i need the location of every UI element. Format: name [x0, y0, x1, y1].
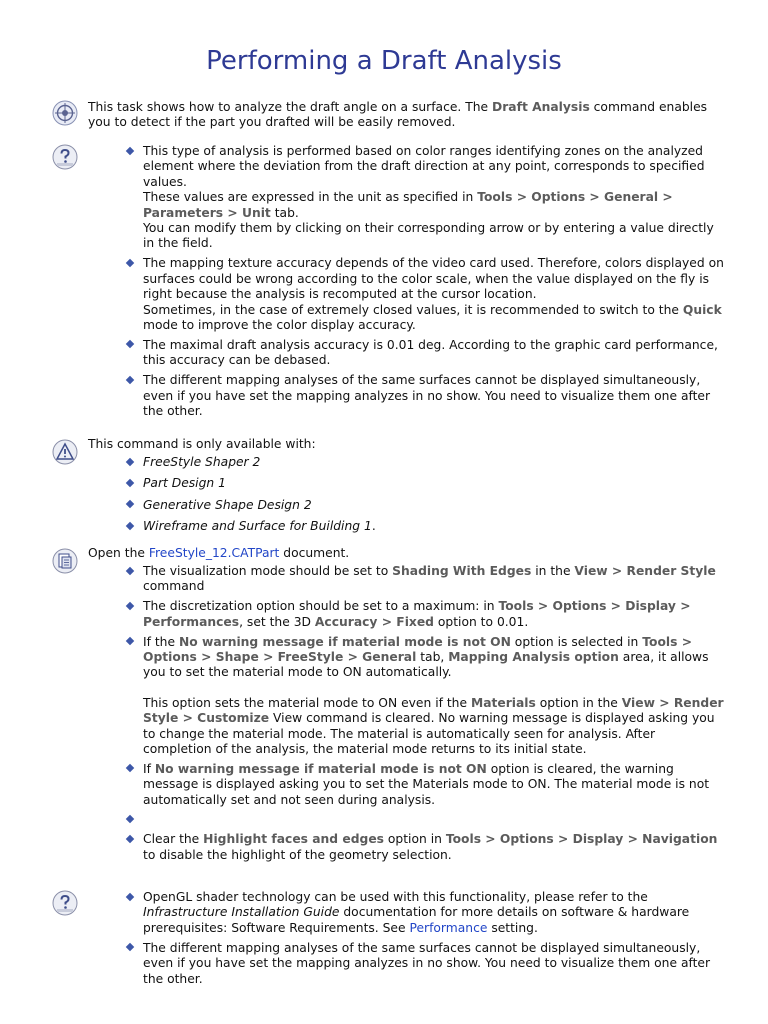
- product-name: FreeStyle Shaper 2: [143, 455, 261, 469]
- menu-path: View > Render Style: [574, 564, 716, 578]
- item-text: The different mapping analyses of the same surfaces cannot be displayed simultaneously, even if you have set the mapping analyzes in no show. You need to visualize them one after the other.: [143, 373, 711, 418]
- item-text: You can modify them by clicking on their corresponding arrow or by entering a value directly in the field.: [143, 221, 714, 251]
- term: Mapping Analysis option: [448, 650, 619, 665]
- item-text: documentation for more details on software & hardware prerequisites: Software Requirements. See: [143, 905, 690, 935]
- catpart-link[interactable]: FreeStyle_12.CATPart: [148, 546, 280, 560]
- item-text: option is cleared, the warning message is displayed asking you to set the Materials mode to ON. The material mode is not automatically set and not seen during analysis.: [143, 761, 710, 807]
- list-item: [125, 564, 725, 595]
- item-text: area, it allows you to set the material mode to ON automatically.: [143, 650, 709, 680]
- diamond-bullet-icon: [126, 500, 134, 508]
- product-name: Generative Shape Design 2: [143, 497, 312, 512]
- item-text: The maximal draft analysis accuracy is 0.01 deg. According to the graphic card performance, this accuracy can be debased.: [143, 337, 718, 368]
- item-text: If: [143, 761, 155, 776]
- list-item: [125, 941, 725, 987]
- diamond-bullet-icon: [126, 521, 134, 529]
- item-text: The different mapping analyses of the same surfaces cannot be displayed simultaneously, even if you have set the mapping analyzes in no show. You need to visualize them one after the other.: [143, 940, 711, 986]
- item-text: Sometimes, in the case of extremely closed values, it is recommended to switch to the: [143, 302, 683, 317]
- item-text: , set the 3D: [239, 614, 315, 629]
- diamond-bullet-icon: [126, 834, 134, 842]
- list-item: [125, 519, 725, 534]
- term: Accuracy > Fixed: [314, 614, 434, 629]
- item-text: These values are expressed in the unit as specified in: [143, 190, 478, 205]
- item-text: command: [143, 579, 205, 594]
- info-note-icon: [52, 890, 78, 916]
- item-text: Open the: [88, 546, 149, 560]
- list-item: [125, 635, 725, 758]
- list-item: [125, 476, 725, 491]
- list-item: [125, 890, 725, 936]
- menu-path: Tools > Options > General > Parameters > Unit: [143, 190, 673, 220]
- item-text: Clear the: [143, 832, 204, 847]
- warning-triangle-icon: [52, 439, 78, 465]
- diamond-bullet-icon: [126, 340, 134, 348]
- term: No warning message if material mode is not ON: [178, 634, 511, 649]
- diamond-bullet-icon: [126, 479, 134, 487]
- page-title: Performing a Draft Analysis: [206, 46, 562, 76]
- notes-list-2: [125, 890, 725, 991]
- intro-text-part: command enables you to detect if the part you drafted will be easily removed.: [88, 100, 708, 130]
- item-text: to disable the highlight of the geometry selection.: [143, 847, 452, 862]
- diamond-bullet-icon: [126, 375, 134, 383]
- item-text: The discretization option should be set to a maximum: in: [143, 599, 499, 614]
- item-text: option in the: [535, 695, 622, 710]
- notes-list: [125, 144, 725, 424]
- diamond-bullet-icon: [126, 566, 134, 574]
- list-item: [125, 762, 725, 808]
- item-text: option to 0.01.: [433, 614, 529, 629]
- item-text: If the: [143, 634, 179, 649]
- document-open-icon: [52, 548, 78, 574]
- term: Highlight faces and edges: [203, 832, 384, 847]
- list-item: [125, 373, 725, 419]
- guide-title: Infrastructure Installation Guide: [143, 905, 340, 920]
- item-text: .: [371, 519, 376, 534]
- item-text: setting.: [487, 920, 538, 935]
- list-item: [125, 599, 725, 630]
- item-text: This option sets the material mode to ON even if the: [143, 695, 471, 710]
- item-text: OpenGL shader technology can be used with this functionality, please refer to the: [143, 890, 648, 904]
- product-name: Part Design 1: [143, 476, 226, 491]
- menu-path: Tools > Options > Display > Navigation: [445, 832, 718, 847]
- menu-path: Tools > Options > Shape > FreeStyle > General: [143, 634, 693, 665]
- availability-intro: This command is only available with:: [88, 437, 316, 451]
- item-text: View command is cleared. No warning message is displayed asking you to change the material mode. The material is automatically seen for analysis. After completion of the analysis, the material mode returns to its initial state.: [143, 711, 715, 757]
- list-item: [125, 338, 725, 369]
- diamond-bullet-icon: [126, 146, 134, 154]
- item-text: The mapping texture accuracy depends of the video card used. Therefore, colors displayed on surfaces could be wrong according to the color scale, when the value displayed on the fly is right because the analysis is recomputed at the cursor location.: [143, 256, 724, 302]
- product-list: [125, 455, 725, 541]
- task-target-icon: [52, 100, 78, 126]
- diamond-bullet-icon: [126, 637, 134, 645]
- draft-analysis-term: Draft Analysis: [492, 100, 590, 114]
- list-item: [125, 455, 725, 470]
- item-text: This type of analysis is performed based on color ranges identifying zones on the analyzed element where the deviation from the draft direction at any point, corresponds to specified values.: [143, 144, 705, 189]
- prerequisites-list: [125, 564, 725, 868]
- performance-link[interactable]: Performance: [409, 920, 488, 935]
- item-text: document.: [279, 546, 350, 560]
- term: No warning message if material mode is not ON: [154, 761, 487, 776]
- list-item: [125, 256, 725, 333]
- menu-path: Tools > Options > Display > Performances: [143, 599, 691, 629]
- item-text: mode to improve the color display accuracy.: [143, 317, 416, 332]
- item-text: option is selected in: [510, 634, 643, 649]
- term: Shading With Edges: [392, 564, 532, 578]
- item-text: in the: [531, 564, 575, 578]
- menu-path: View > Render Style > Customize: [143, 695, 724, 726]
- quick-mode-term: Quick: [682, 302, 722, 317]
- diamond-bullet-icon: [126, 457, 134, 465]
- intro-text-part: This task shows how to analyze the draft angle on a surface. The: [88, 100, 493, 114]
- diamond-bullet-icon: [126, 892, 134, 900]
- intro-text: [88, 100, 728, 131]
- diamond-bullet-icon: [126, 815, 134, 823]
- item-text: option in: [384, 832, 446, 847]
- diamond-bullet-icon: [126, 602, 134, 610]
- list-item: [125, 144, 725, 252]
- term: Materials: [470, 695, 536, 710]
- open-document-text: [88, 546, 728, 561]
- list-item: [125, 832, 725, 863]
- list-item: [125, 498, 725, 513]
- item-text: tab.: [270, 205, 299, 220]
- list-item: [125, 813, 725, 828]
- item-text: The visualization mode should be set to: [143, 564, 393, 578]
- item-text: tab,: [416, 650, 449, 665]
- diamond-bullet-icon: [126, 259, 134, 267]
- info-note-icon: [52, 144, 78, 170]
- product-name: Wireframe and Surface for Building 1: [143, 519, 372, 534]
- diamond-bullet-icon: [126, 764, 134, 772]
- diamond-bullet-icon: [126, 943, 134, 951]
